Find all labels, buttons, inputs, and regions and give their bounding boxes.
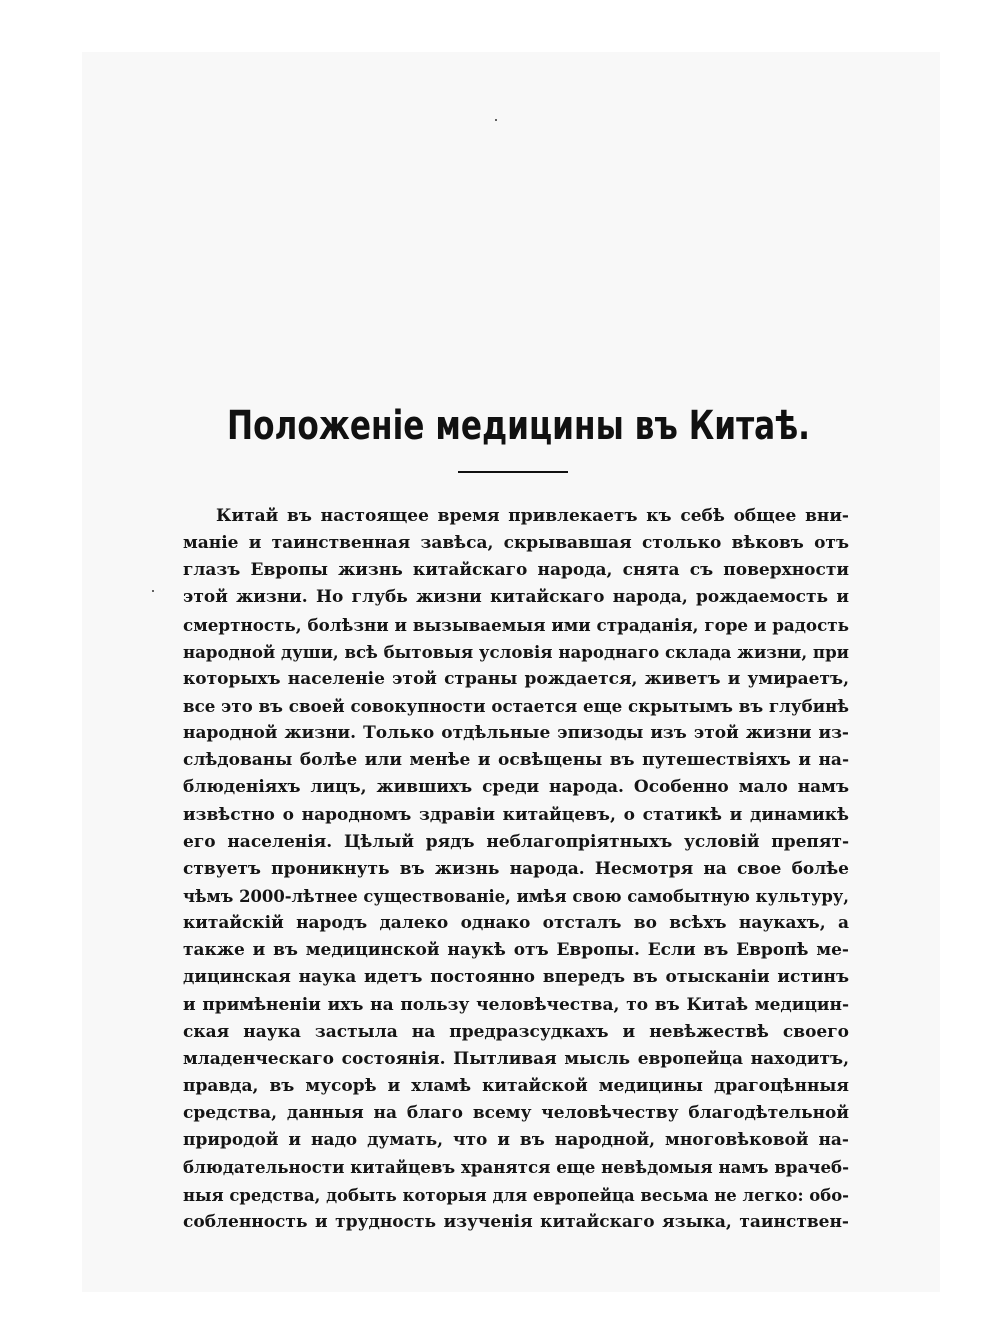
title-divider (458, 471, 568, 473)
text-line: ская наука застыла на предразсудкахъ и невѣжествѣ своего (183, 1021, 849, 1042)
text-line: которыхъ населенiе этой страны рождается, живетъ и умираетъ, (183, 668, 849, 689)
body-paragraph (183, 503, 849, 1236)
text-line: блюдательности китайцевъ хранятся еще невѣдомыя намъ врачеб- (183, 1157, 849, 1178)
print-speck (152, 590, 154, 592)
text-line: этой жизни. Но глубь жизни китайскаго народа, рождаемость и (183, 587, 849, 608)
text-line: его населенiя. Цѣлый рядъ неблагопрiятныхъ условiй препят- (183, 831, 849, 852)
text-line: также и въ медицинской наукѣ отъ Европы. Если въ Европѣ ме- (183, 940, 849, 961)
text-line: смертность, болѣзни и вызываемыя ими страданiя, горе и радость (183, 614, 849, 635)
print-speck (495, 119, 497, 121)
text-line: младенческаго состоянiя. Пытливая мысль европейца находитъ, (183, 1048, 849, 1069)
text-line: средства, данныя на благо всему человѣчеству благодѣтельной (183, 1103, 849, 1124)
text-line: дицинская наука идетъ постоянно впередъ въ отысканiи истинъ (183, 967, 849, 988)
text-line: извѣстно о народномъ здравiи китайцевъ, о статикѣ и динамикѣ (183, 804, 849, 825)
text-line: все это въ своей совокупности остается еще скрытымъ въ глубинѣ (183, 695, 849, 716)
text-line: Китай въ настоящее время привлекаетъ къ себѣ общее вни- (216, 506, 849, 526)
text-line: природой и надо думать, что и въ народной, многовѣковой на- (183, 1130, 849, 1151)
text-line: правда, въ мусорѣ и хламѣ китайской медицины драгоцѣнныя (183, 1075, 849, 1096)
text-line: и примѣненiи ихъ на пользу человѣчества, то въ Китаѣ медицин- (183, 994, 849, 1015)
text-line: глазъ Европы жизнь китайскаго народа, снята съ поверхности (183, 560, 849, 581)
page-title: Положенiе медицины въ Китаѣ. (227, 403, 811, 449)
text-line: ныя средства, добыть которыя для европейца весьма не легко: обо- (183, 1185, 849, 1205)
text-line: манiе и таинственная завѣса, скрывавшая столько вѣковъ отъ (183, 533, 849, 554)
text-line: ствуетъ проникнуть въ жизнь народа. Несмотря на свое болѣе (183, 858, 849, 879)
text-line: собленность и трудность изученiя китайскаго языка, таинствен- (183, 1211, 849, 1232)
text-line: китайскiй народъ далеко однако отсталъ во всѣхъ наукахъ, а (183, 913, 849, 934)
text-line: народной жизни. Только отдѣльные эпизоды изъ этой жизни из- (183, 723, 849, 744)
text-line: блюденiяхъ лицъ, жившихъ среди народа. Особенно мало намъ (183, 777, 849, 798)
text-line: слѣдованы болѣе или менѣе и освѣщены въ путешествiяхъ и на- (183, 750, 849, 771)
text-line: народной души, всѣ бытовыя условiя народнаго склада жизни, при (183, 641, 849, 662)
text-line: чѣмъ 2000-лѣтнее существованiе, имѣя свою самобытную культуру, (183, 886, 849, 906)
